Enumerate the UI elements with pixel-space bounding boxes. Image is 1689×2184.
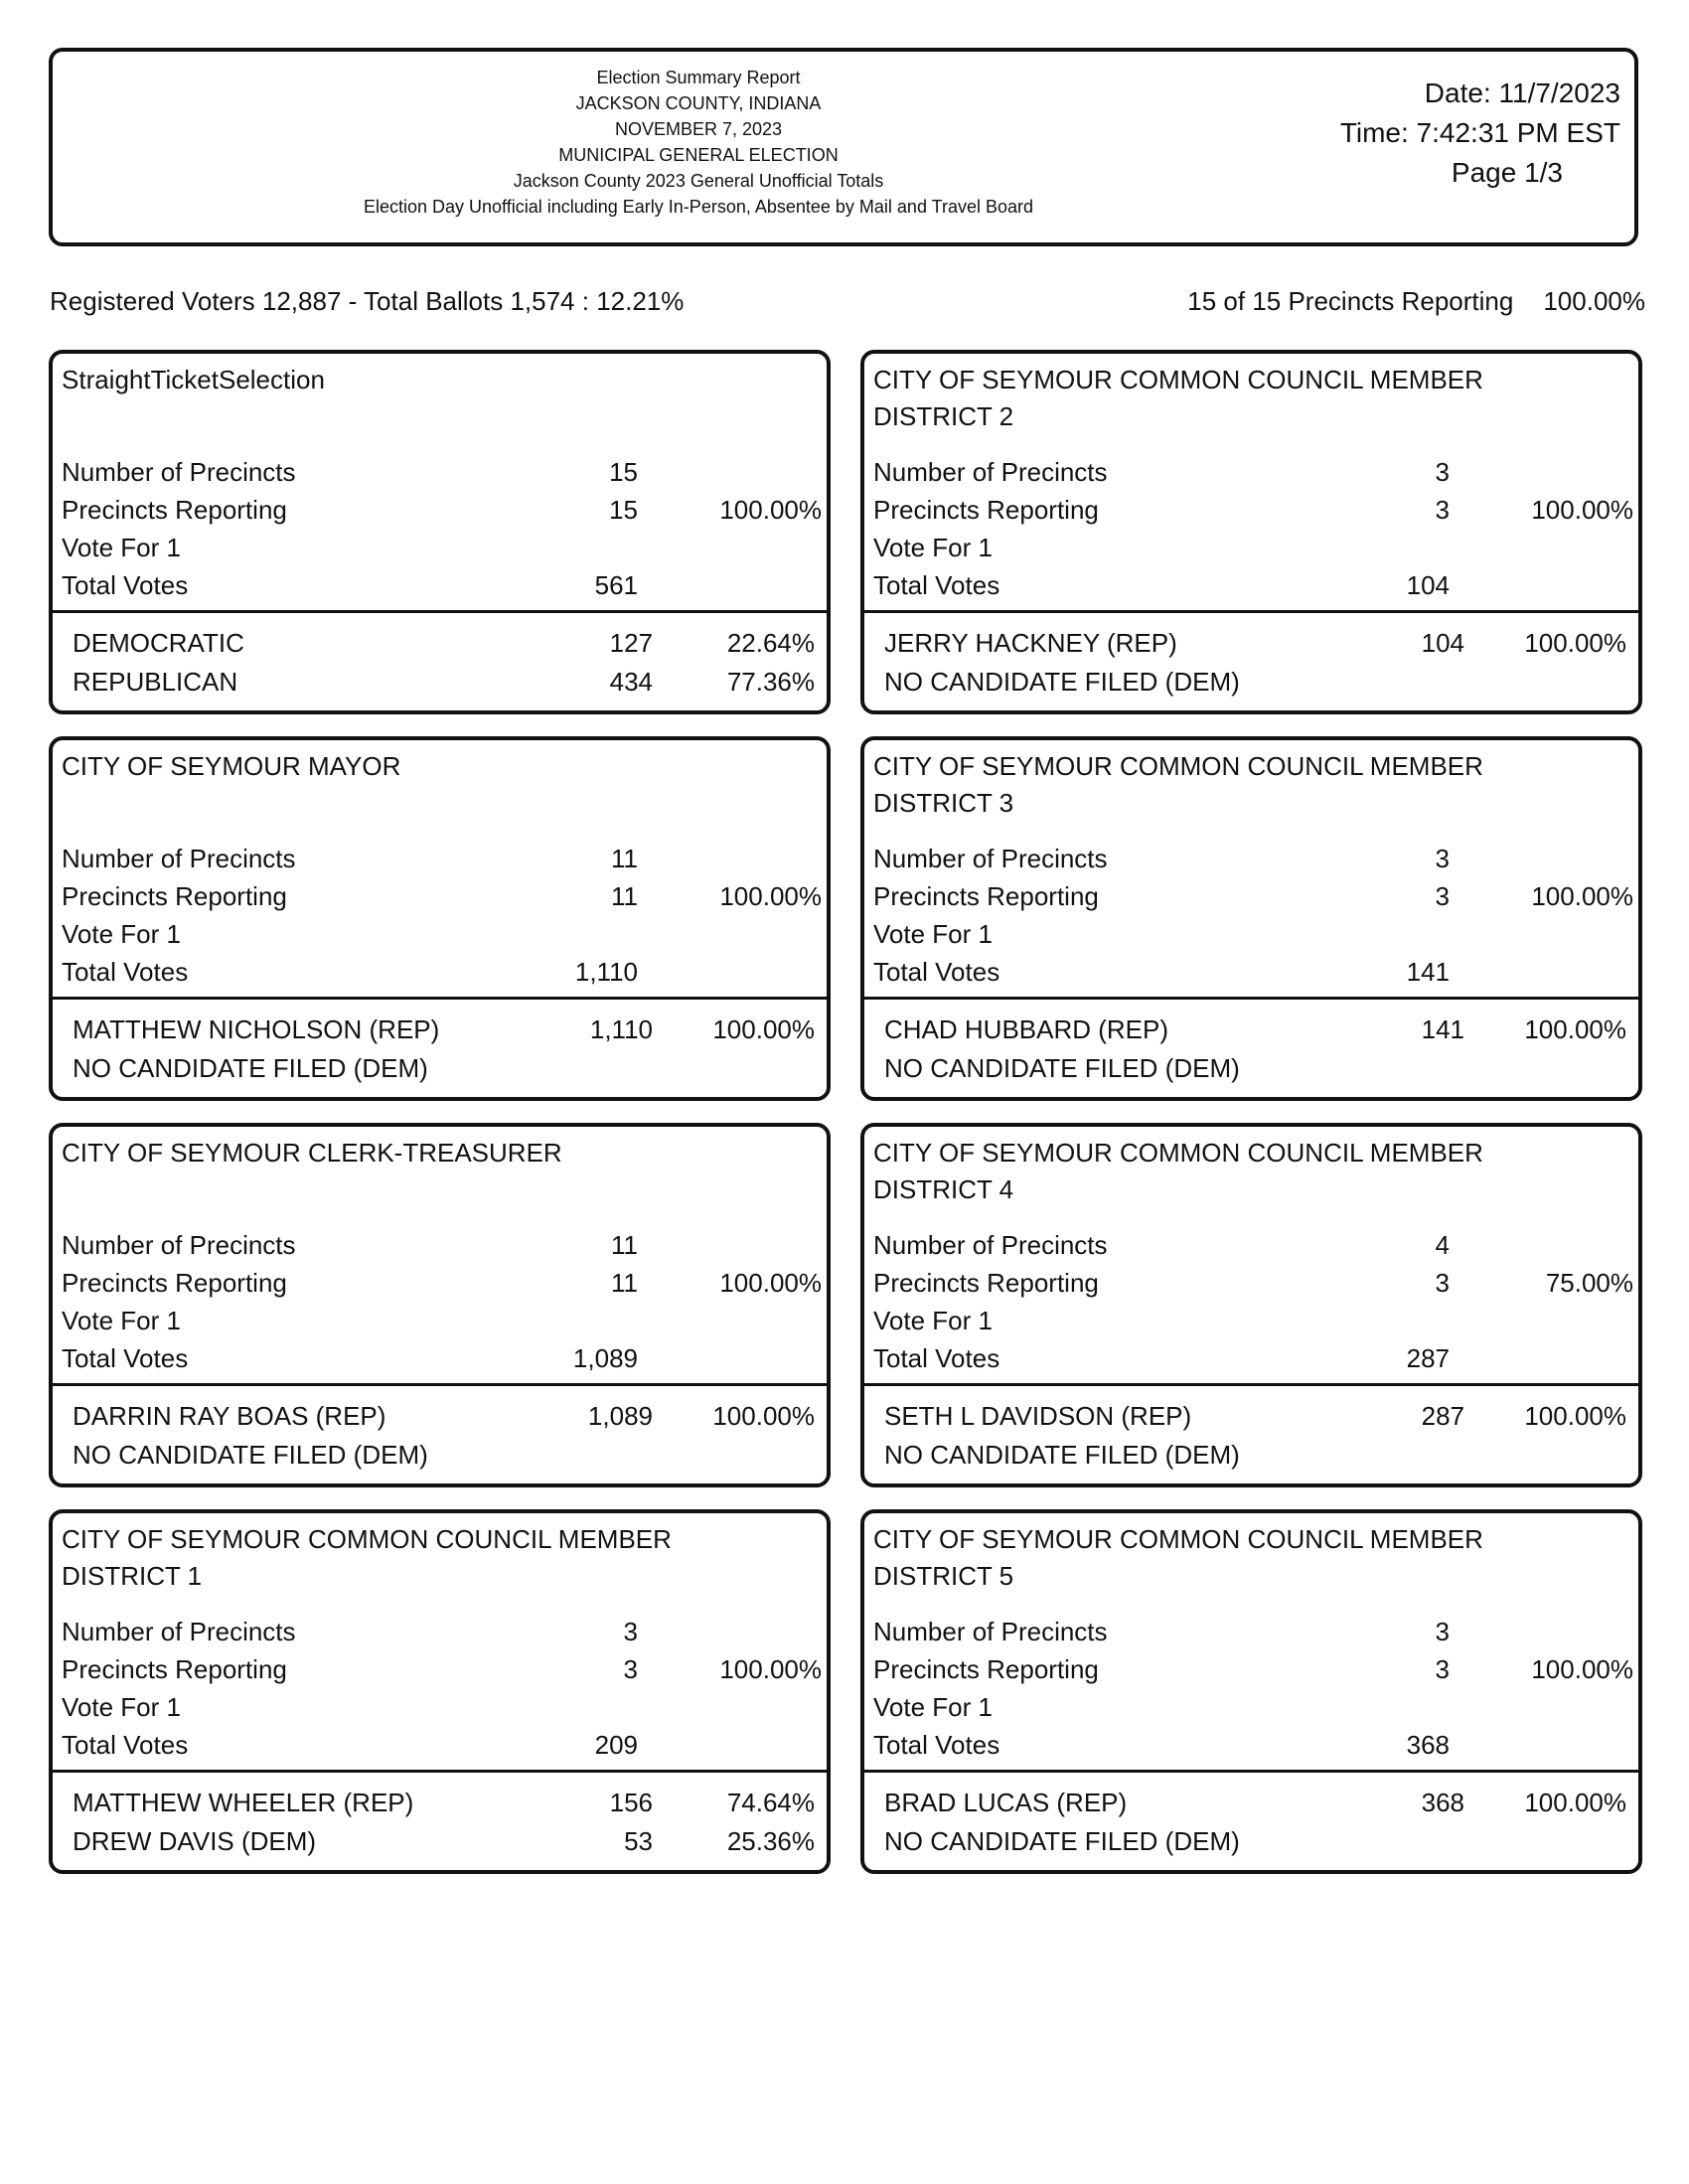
precincts-reporting-value: 3 — [1435, 1654, 1450, 1684]
contest-divider — [864, 1383, 1638, 1386]
total-votes-value: 1,110 — [574, 957, 638, 987]
number-of-precincts-label: Number of Precincts — [873, 844, 1108, 873]
vote-for-label: Vote For 1 — [873, 919, 993, 949]
candidate-votes: 1,089 — [587, 1401, 653, 1431]
contest-title: CITY OF SEYMOUR COMMON COUNCIL MEMBER DISTRICT 4 — [873, 1138, 1483, 1204]
candidate-row — [73, 1436, 815, 1474]
total-votes-value: 141 — [1406, 957, 1450, 987]
precincts-reporting-percent: 100.00% — [719, 881, 822, 911]
number-of-precincts-label: Number of Precincts — [62, 844, 296, 873]
number-of-precincts-value: 3 — [1435, 1617, 1450, 1646]
precincts-reporting-percent: 100.00% — [1543, 286, 1645, 316]
contest-title: CITY OF SEYMOUR COMMON COUNCIL MEMBER DISTRICT 1 — [62, 1524, 672, 1591]
candidate-row — [884, 663, 1626, 701]
candidate-votes: 156 — [609, 1788, 653, 1817]
report-title: Election Summary Report — [596, 68, 801, 87]
precincts-reporting-label: Precincts Reporting — [62, 881, 287, 911]
number-of-precincts-label: Number of Precincts — [62, 457, 296, 487]
precincts-reporting-row — [62, 877, 822, 915]
total-votes-row — [62, 1339, 822, 1377]
number-of-precincts-row — [873, 1613, 1633, 1650]
candidate-name: CHAD HUBBARD (REP) — [884, 1014, 1169, 1044]
precincts-reporting-label: Precincts Reporting — [873, 495, 1099, 525]
report-time: Time: 7:42:31 PM EST — [1339, 117, 1620, 148]
total-votes-label: Total Votes — [62, 1730, 189, 1760]
number-of-precincts-value: 15 — [609, 457, 638, 487]
vote-for-label: Vote For 1 — [62, 1692, 181, 1722]
vote-for-row — [873, 915, 1633, 953]
candidate-percent: 100.00% — [1524, 628, 1626, 658]
candidate-percent: 100.00% — [1524, 1788, 1626, 1817]
contest-divider — [53, 1383, 827, 1386]
candidate-row — [884, 1784, 1626, 1821]
number-of-precincts-row — [62, 1226, 822, 1264]
contest-box — [860, 736, 1642, 1101]
precincts-reporting-percent: 75.00% — [1545, 1268, 1633, 1298]
candidate-name: JERRY HACKNEY (REP) — [884, 628, 1177, 658]
precincts-reporting-text: 15 of 15 Precincts Reporting — [1187, 286, 1514, 316]
total-votes-row — [873, 1726, 1633, 1764]
vote-for-row — [873, 1688, 1633, 1726]
candidate-row — [73, 1784, 815, 1821]
total-votes-label: Total Votes — [873, 957, 1000, 987]
precincts-reporting-value: 3 — [1435, 1268, 1450, 1298]
candidate-name: MATTHEW WHEELER (REP) — [73, 1788, 414, 1817]
precincts-reporting-percent: 100.00% — [719, 495, 822, 525]
candidate-row — [73, 624, 815, 662]
candidate-name: DARRIN RAY BOAS (REP) — [73, 1401, 386, 1431]
candidate-percent: 100.00% — [712, 1401, 815, 1431]
candidate-votes: 141 — [1421, 1014, 1464, 1044]
candidate-votes: 53 — [624, 1826, 653, 1856]
total-votes-value: 209 — [594, 1730, 638, 1760]
candidate-name: NO CANDIDATE FILED (DEM) — [73, 1053, 428, 1083]
number-of-precincts-row — [62, 840, 822, 877]
contest-divider — [864, 997, 1638, 1000]
total-votes-row — [62, 953, 822, 991]
number-of-precincts-row — [62, 453, 822, 491]
page-number: Page 1/3 — [1451, 157, 1563, 188]
contest-divider — [864, 1770, 1638, 1773]
precincts-reporting-label: Precincts Reporting — [873, 1654, 1099, 1684]
number-of-precincts-value: 11 — [611, 844, 638, 873]
candidate-row — [73, 1011, 815, 1048]
precincts-reporting-label: Precincts Reporting — [873, 1268, 1099, 1298]
precincts-reporting-value: 15 — [609, 495, 638, 525]
candidate-row — [884, 1822, 1626, 1860]
precincts-reporting-value: 3 — [623, 1654, 638, 1684]
contest-title: CITY OF SEYMOUR COMMON COUNCIL MEMBER DISTRICT 3 — [873, 751, 1483, 818]
candidate-row — [884, 1436, 1626, 1474]
candidate-name: DREW DAVIS (DEM) — [73, 1826, 317, 1856]
vote-for-label: Vote For 1 — [873, 1692, 993, 1722]
total-votes-value: 104 — [1406, 570, 1450, 600]
candidate-name: NO CANDIDATE FILED (DEM) — [884, 1440, 1240, 1470]
precincts-reporting-row — [62, 1650, 822, 1688]
candidate-percent: 100.00% — [1524, 1014, 1626, 1044]
candidate-row — [73, 1049, 815, 1087]
number-of-precincts-label: Number of Precincts — [873, 457, 1108, 487]
contest-title: CITY OF SEYMOUR COMMON COUNCIL MEMBER DISTRICT 2 — [873, 365, 1483, 431]
total-votes-row — [62, 566, 822, 604]
precincts-reporting-label: Precincts Reporting — [62, 1654, 287, 1684]
contest-divider — [53, 1770, 827, 1773]
candidate-row — [73, 663, 815, 701]
candidate-name: DEMOCRATIC — [73, 628, 244, 658]
vote-for-label: Vote For 1 — [62, 919, 181, 949]
precincts-reporting-row — [62, 491, 822, 529]
contest-box — [49, 350, 831, 714]
candidate-row — [73, 1822, 815, 1860]
candidate-percent: 100.00% — [1524, 1401, 1626, 1431]
election-name: MUNICIPAL GENERAL ELECTION — [558, 145, 839, 165]
contest-box — [49, 1509, 831, 1874]
precincts-reporting-percent: 100.00% — [1531, 881, 1633, 911]
contest-box — [49, 736, 831, 1101]
contest-title: CITY OF SEYMOUR COMMON COUNCIL MEMBER DISTRICT 5 — [873, 1524, 1483, 1591]
candidate-votes: 127 — [609, 628, 653, 658]
vote-for-row — [62, 529, 822, 566]
number-of-precincts-value: 3 — [623, 1617, 638, 1646]
candidate-percent: 25.36% — [726, 1826, 815, 1856]
candidate-row — [884, 1049, 1626, 1087]
contest-title: CITY OF SEYMOUR MAYOR — [62, 751, 401, 781]
candidate-row — [884, 1011, 1626, 1048]
candidate-percent: 100.00% — [712, 1014, 815, 1044]
total-votes-row — [873, 953, 1633, 991]
total-votes-value: 287 — [1406, 1343, 1450, 1373]
contest-divider — [53, 997, 827, 1000]
number-of-precincts-value: 3 — [1435, 844, 1450, 873]
candidate-percent: 74.64% — [726, 1788, 815, 1817]
number-of-precincts-label: Number of Precincts — [873, 1617, 1108, 1646]
candidate-row — [884, 624, 1626, 662]
number-of-precincts-row — [62, 1613, 822, 1650]
contest-box — [860, 1123, 1642, 1487]
precincts-reporting-percent: 100.00% — [719, 1654, 822, 1684]
total-votes-value: 368 — [1406, 1730, 1450, 1760]
precincts-reporting-summary — [1187, 286, 1645, 317]
total-votes-row — [62, 1726, 822, 1764]
candidate-row — [884, 1397, 1626, 1435]
precincts-reporting-value: 11 — [611, 1268, 638, 1298]
vote-for-label: Vote For 1 — [62, 1306, 181, 1335]
number-of-precincts-value: 11 — [611, 1230, 638, 1260]
precincts-reporting-value: 3 — [1435, 881, 1450, 911]
precincts-reporting-label: Precincts Reporting — [62, 1268, 287, 1298]
candidate-name: MATTHEW NICHOLSON (REP) — [73, 1014, 440, 1044]
total-votes-label: Total Votes — [873, 570, 1000, 600]
vote-for-row — [62, 915, 822, 953]
contest-divider — [53, 610, 827, 613]
total-votes-label: Total Votes — [62, 957, 189, 987]
total-votes-row — [873, 566, 1633, 604]
precincts-reporting-row — [873, 1264, 1633, 1302]
total-votes-label: Total Votes — [873, 1730, 1000, 1760]
number-of-precincts-label: Number of Precincts — [62, 1617, 296, 1646]
election-date: NOVEMBER 7, 2023 — [614, 119, 783, 139]
number-of-precincts-row — [873, 1226, 1633, 1264]
candidate-name: NO CANDIDATE FILED (DEM) — [884, 1826, 1240, 1856]
precincts-reporting-row — [873, 1650, 1633, 1688]
contest-title: CITY OF SEYMOUR CLERK-TREASURER — [62, 1138, 562, 1168]
total-votes-label: Total Votes — [62, 1343, 189, 1373]
total-votes-value: 1,089 — [572, 1343, 638, 1373]
report-header — [49, 48, 1638, 246]
candidate-votes: 434 — [609, 667, 653, 697]
total-votes-value: 561 — [594, 570, 638, 600]
candidate-name: NO CANDIDATE FILED (DEM) — [884, 1053, 1240, 1083]
candidate-name: BRAD LUCAS (REP) — [884, 1788, 1128, 1817]
contest-divider — [864, 610, 1638, 613]
number-of-precincts-row — [873, 453, 1633, 491]
candidate-votes: 1,110 — [589, 1014, 653, 1044]
precincts-reporting-percent: 100.00% — [1531, 495, 1633, 525]
candidate-name: NO CANDIDATE FILED (DEM) — [884, 667, 1240, 697]
report-date: Date: 11/7/2023 — [1424, 78, 1620, 108]
vote-for-label: Vote For 1 — [873, 1306, 993, 1335]
vote-for-label: Vote For 1 — [873, 533, 993, 562]
vote-for-row — [62, 1688, 822, 1726]
contest-box — [860, 350, 1642, 714]
number-of-precincts-label: Number of Precincts — [873, 1230, 1108, 1260]
vote-for-row — [62, 1302, 822, 1339]
report-header-meta — [1340, 74, 1620, 193]
number-of-precincts-value: 4 — [1435, 1230, 1450, 1260]
candidate-votes: 287 — [1421, 1401, 1464, 1431]
report-header-title-block — [53, 65, 1344, 220]
contest-box — [49, 1123, 831, 1487]
precincts-reporting-percent: 100.00% — [1531, 1654, 1633, 1684]
vote-for-row — [873, 1302, 1633, 1339]
contest-title: StraightTicketSelection — [62, 365, 325, 394]
totals-description: Jackson County 2023 General Unofficial Totals — [513, 171, 884, 191]
ballot-sources: Election Day Unofficial including Early In-Person, Absentee by Mail and Travel Board — [363, 197, 1034, 217]
precincts-reporting-value: 11 — [611, 881, 638, 911]
candidate-name: REPUBLICAN — [73, 667, 238, 697]
contest-box — [860, 1509, 1642, 1874]
vote-for-row — [873, 529, 1633, 566]
total-votes-label: Total Votes — [62, 570, 189, 600]
candidate-name: SETH L DAVIDSON (REP) — [884, 1401, 1192, 1431]
candidate-votes: 368 — [1421, 1788, 1464, 1817]
precincts-reporting-label: Precincts Reporting — [873, 881, 1099, 911]
number-of-precincts-label: Number of Precincts — [62, 1230, 296, 1260]
candidate-percent: 22.64% — [726, 628, 815, 658]
total-votes-row — [873, 1339, 1633, 1377]
candidate-votes: 104 — [1421, 628, 1464, 658]
candidate-percent: 77.36% — [726, 667, 815, 697]
candidate-row — [73, 1397, 815, 1435]
precincts-reporting-value: 3 — [1435, 495, 1450, 525]
precincts-reporting-row — [873, 491, 1633, 529]
precincts-reporting-row — [873, 877, 1633, 915]
candidate-name: NO CANDIDATE FILED (DEM) — [73, 1440, 428, 1470]
number-of-precincts-value: 3 — [1435, 457, 1450, 487]
total-votes-label: Total Votes — [873, 1343, 1000, 1373]
county-name: JACKSON COUNTY, INDIANA — [575, 93, 822, 113]
number-of-precincts-row — [873, 840, 1633, 877]
precincts-reporting-percent: 100.00% — [719, 1268, 822, 1298]
vote-for-label: Vote For 1 — [62, 533, 181, 562]
precincts-reporting-label: Precincts Reporting — [62, 495, 287, 525]
registered-voters-summary: Registered Voters 12,887 - Total Ballots 1,574 : 12.21% — [50, 286, 685, 316]
precincts-reporting-row — [62, 1264, 822, 1302]
